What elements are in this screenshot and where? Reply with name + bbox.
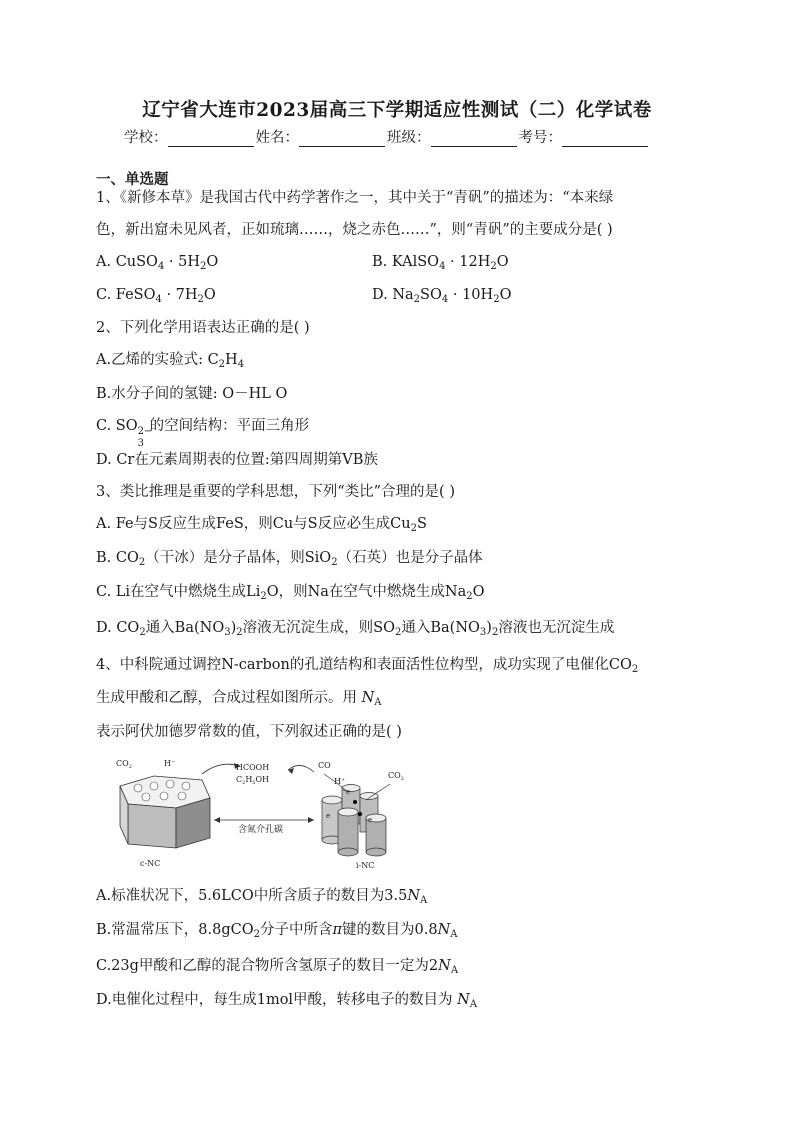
q1-option-d[interactable]: D. $Na_2SO_4 \cdot 10H_2O$ <box>372 287 512 305</box>
i-nc-label: i-NC <box>356 861 375 870</box>
q3-option-c[interactable]: C. Li在空气中燃烧生成$Li_2O$，则Na在空气中燃烧生成$Na_2O$ <box>96 584 485 602</box>
co2-right-label: $CO_2$ <box>388 771 404 782</box>
q4-option-d[interactable]: D.电催化过程中，每生成1mol甲酸，转移电子的数目为 $N_A$ <box>96 992 478 1010</box>
electron-label: e <box>368 816 373 824</box>
q2-option-b[interactable]: B.水分子间的氢键: O－HL O <box>96 386 288 402</box>
q1-option-a[interactable]: A. CuSO$_4$ · $5H_2O$ <box>96 254 219 272</box>
electron-label: e <box>326 812 331 820</box>
co2-left-label: $CO_2$ <box>116 759 132 770</box>
q3-stem: 3、类比推理是重要的学科思想，下列“类比”合理的是( ) <box>96 484 455 500</box>
c-nc-label: c-NC <box>140 859 161 868</box>
class-field[interactable] <box>431 130 517 147</box>
q4-stem-line2: 生成甲酸和乙醇，合成过程如图所示。用 $N_A$ <box>96 690 382 708</box>
q3-option-b[interactable]: B. $CO_2$（干冰）是分子晶体，则SiO$_2$（石英）也是分子晶体 <box>96 550 483 568</box>
student-info-line <box>124 126 684 147</box>
school-field[interactable] <box>168 130 254 147</box>
h-minus-label: H− <box>164 759 176 768</box>
q2-option-d[interactable]: D. Cr在元素周期表的位置:第四周期第VB族 <box>96 452 378 468</box>
q1-stem-line2: 色，新出窟未见风者，正如琉璃……，烧之赤色……”，则“青矾”的主要成分是( ) <box>96 222 613 238</box>
q3-option-a[interactable]: A. Fe与S反应生成FeS，则Cu与S反应必生成$Cu_2S$ <box>96 516 427 534</box>
q2-option-c[interactable]: C. SO 2− 3 的空间结构：平面三角形 <box>96 418 310 449</box>
school-label: 学校： <box>124 130 168 146</box>
section-heading: 一、单选题 <box>96 171 169 188</box>
c2h5oh-label: $C_2H_5OH$ <box>236 775 270 786</box>
active-site-dot <box>353 800 357 804</box>
arrow-left-to-products <box>202 764 240 774</box>
hcooh-label: HCOOH <box>236 763 270 772</box>
i-nc-cylinders <box>322 785 386 857</box>
active-site-dot <box>358 812 362 816</box>
q1-option-b[interactable]: B. KAlSO$_4$ · $12H_2O$ <box>372 254 509 272</box>
q2-stem: 2、下列化学用语表达正确的是( ) <box>96 320 310 336</box>
q1-option-c[interactable]: C. FeSO$_4$ · $7H_2O$ <box>96 287 216 305</box>
middle-label: 含氮介孔碳 <box>238 825 284 835</box>
q4-stem-line1: 4、中科院通过调控N-carbon的孔道结构和表面活性位构型，成功实现了电催化$CO_2$ <box>96 657 639 675</box>
q2-option-a[interactable]: A.乙烯的实验式: $C_2H_4$ <box>96 352 245 370</box>
exam-no-label: 考号： <box>518 130 562 146</box>
q3-option-d[interactable]: D. $CO_2$通入$Ba(NO_3)_2$溶液无沉淀生成，则$SO_2$通入$Ba(NO_3)_2$溶液也无沉淀生成 <box>96 620 615 638</box>
electron-label: e <box>346 788 351 796</box>
q4-option-b[interactable]: B.常温常压下，8.8gCO$_2$分子中所含π键的数目为$0.8N_A$ <box>96 922 458 940</box>
q4-stem-line3: 表示阿伏加德罗常数的值，下列叙述正确的是( ) <box>96 724 402 740</box>
co-label: CO <box>318 761 331 770</box>
name-field[interactable] <box>299 130 385 147</box>
class-label: 班级： <box>387 130 431 146</box>
q4-option-a[interactable]: A.标准状况下，5.6LCO中所含质子的数目为$3.5N_A$ <box>96 888 428 906</box>
page-title: 辽宁省大连市2023届高三下学期适应性测试（二）化学试卷 <box>142 100 652 121</box>
q1-stem-line1: 1、《新修本草》是我国古代中药学著作之一，其中关于“青矾”的描述为：“本来绿 <box>96 190 614 206</box>
h-plus-label: H+ <box>334 777 346 786</box>
exam-no-field[interactable] <box>562 130 648 147</box>
c-nc-prism <box>120 776 210 848</box>
name-label: 姓名： <box>255 130 299 146</box>
q4-option-c[interactable]: C.23g甲酸和乙醇的混合物所含氢原子的数目一定为$2N_A$ <box>96 958 459 976</box>
catalysis-diagram <box>110 756 430 874</box>
